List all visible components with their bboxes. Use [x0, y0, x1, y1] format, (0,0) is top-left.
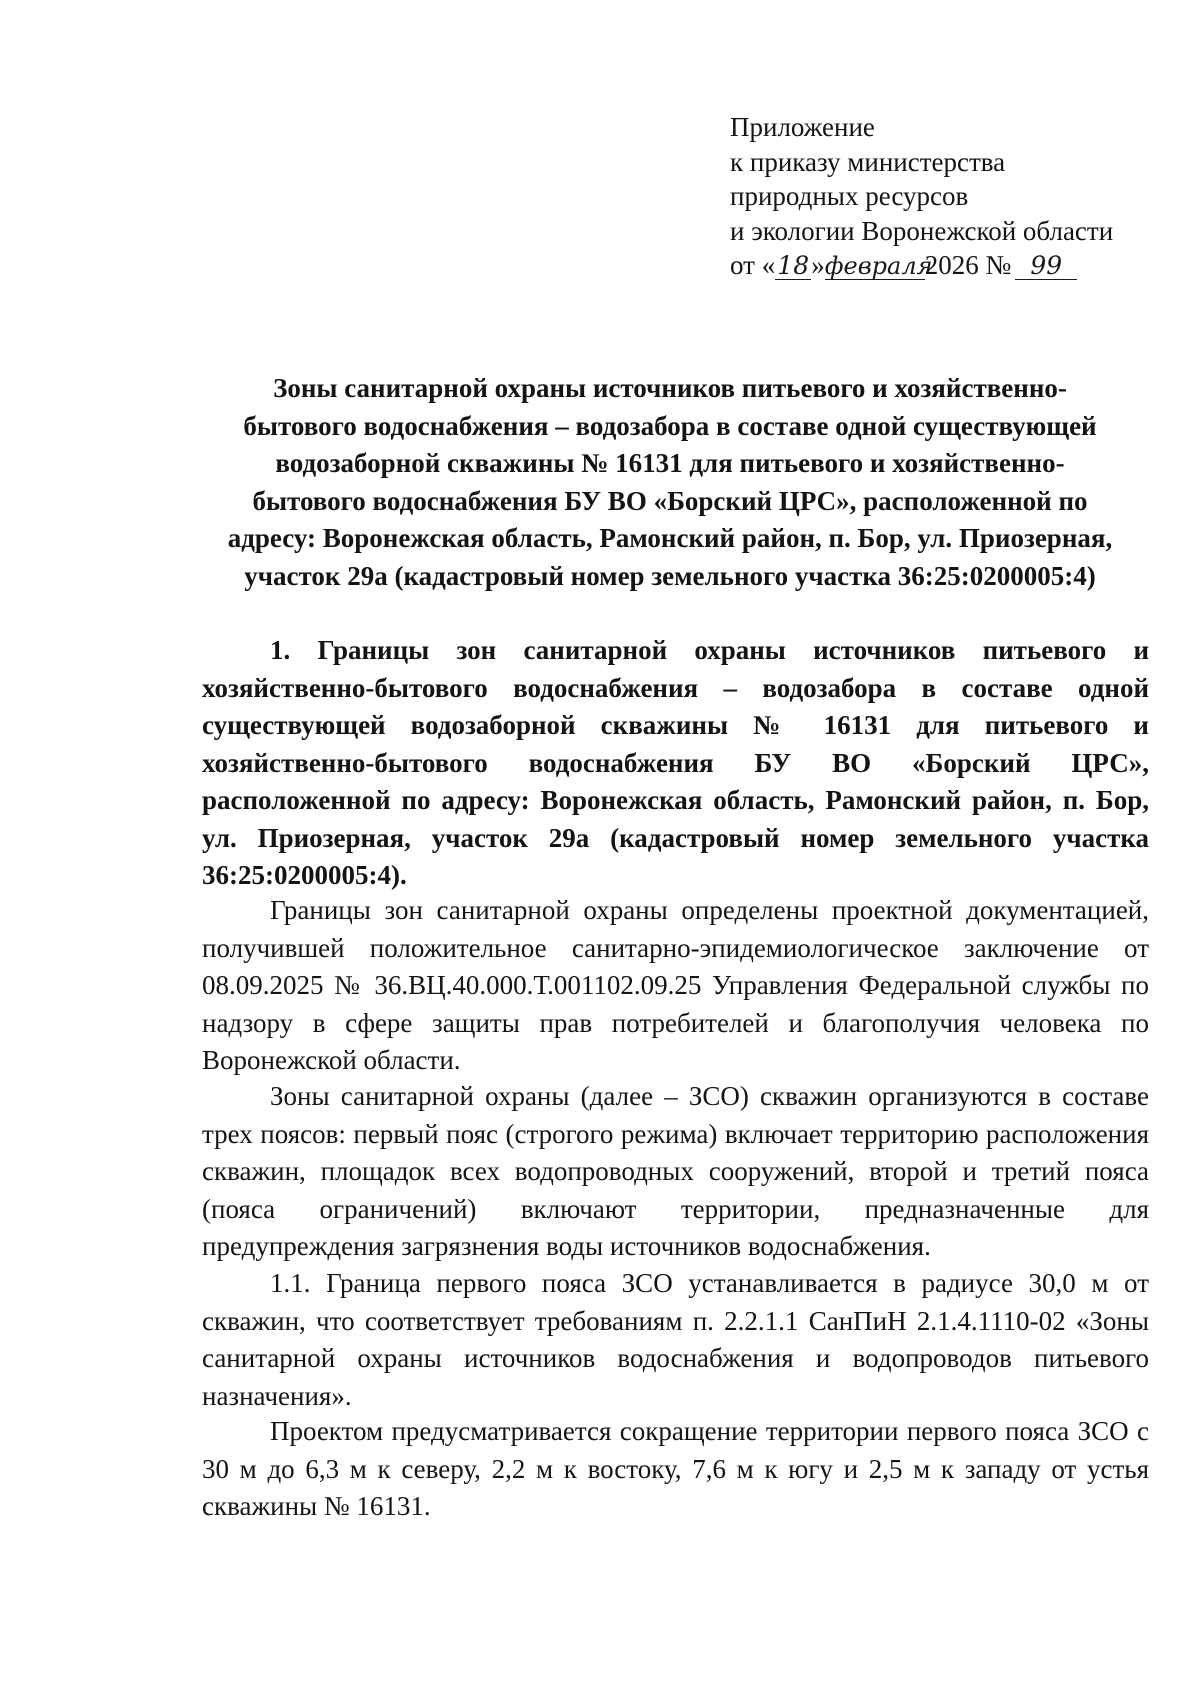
- handwritten-day: 18: [775, 253, 811, 280]
- title-line-1: Зоны санитарной охраны источников питьевого и хозяйственно-: [273, 373, 1067, 403]
- title-line-6: участок 29а (кадастровый номер земельного участка 36:25:0200005:4): [244, 560, 1096, 591]
- paragraph-reduction: Проектом предусматривается сокращение территории первого пояса ЗСО с 30 м до 6,3 м к северу, 2,2 м к востоку, 7,6 м к югу и 2,5 м к западу от устья скважины № 16131.: [202, 1416, 1149, 1521]
- document-title: [190, 370, 1150, 595]
- order-date-line: [730, 248, 1113, 283]
- appendix-header: [730, 110, 1113, 283]
- section-1-heading: 1. Границы зон санитарной охраны источников питьевого и хозяйственно-бытового водоснабжения – водозабора в составе одной существующей водозаборной скважины № 16131 для питьевого и хозяйственно-бытового водоснабжения БУ ВО «Борский ЦРС», расположенной по адресу: Воронежская область, Рамонский район, п. Бор, ул. Приозерная, участок 29а (кадастровый номер земельного участка 36:25:0200005:4).: [202, 635, 1149, 890]
- appendix-line-4: и экологии Воронежской области: [730, 215, 1114, 246]
- appendix-line-3: природных ресурсов: [730, 181, 969, 211]
- appendix-line-1: Приложение: [730, 112, 875, 142]
- title-line-5: адресу: Воронежская область, Рамонский район, п. Бор, ул. Приозерная,: [227, 523, 1113, 553]
- handwritten-order-number: 99: [1015, 253, 1077, 280]
- paragraph-boundaries: Границы зон санитарной охраны определены проектной документацией, получившей положительное санитарно-эпидемиологическое заключение от 08.09.2025 № 36.ВЦ.40.000.Т.001102.09.25 Управления Федеральной службы по надзору в сфере защиты прав потребителей и благополучия человека по Воронежской области.: [202, 895, 1149, 1075]
- paragraph-zso-belts: Зоны санитарной охраны (далее – ЗСО) скважин организуются в составе трех поясов: первый пояс (строгого режима) включает территорию расположения скважин, площадок всех водопроводных сооружений, второй и третий пояса (пояса ограничений) включают территории, предназначенные для предупреждения загрязнения воды источников водоснабжения.: [202, 1081, 1149, 1261]
- paragraph-first-belt: 1.1. Граница первого пояса ЗСО устанавливается в радиусе 30,0 м от скважин, что соответствует требованиям п. 2.2.1.1 СанПиН 2.1.4.1110-02 «Зоны санитарной охраны источников водоснабжения и водопроводов питьевого назначения».: [202, 1268, 1149, 1411]
- date-prefix: от «: [730, 250, 776, 280]
- date-mid: »: [811, 250, 825, 280]
- title-line-2: бытового водоснабжения – водозабора в составе одной существующей: [243, 410, 1097, 441]
- title-line-3: водозаборной скважины № 16131 для питьевого и хозяйственно-: [275, 448, 1065, 478]
- handwritten-month: февраля: [824, 252, 933, 280]
- title-line-4: бытового водоснабжения БУ ВО «Борский ЦРС», расположенной по: [252, 485, 1088, 516]
- date-year: 2026 №: [924, 250, 1012, 280]
- appendix-line-2: к приказу министерства: [730, 146, 1006, 177]
